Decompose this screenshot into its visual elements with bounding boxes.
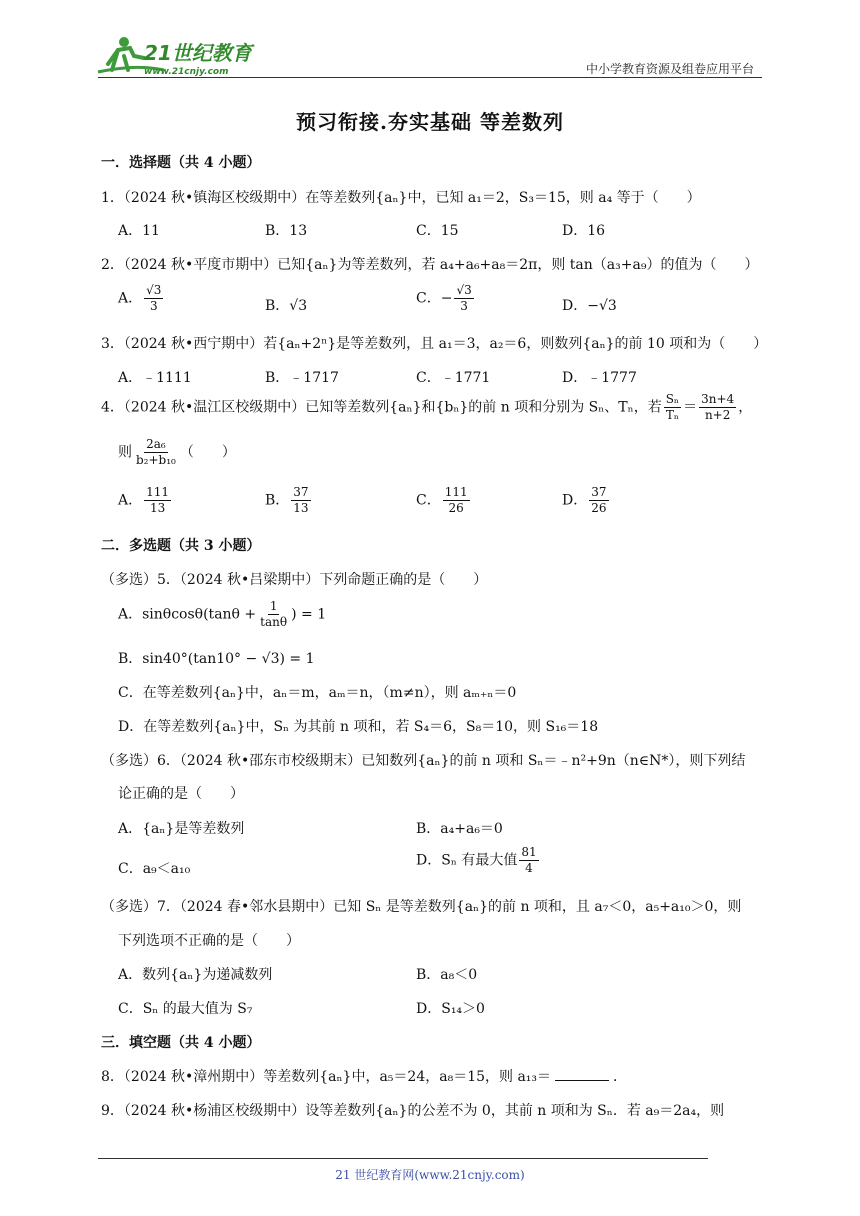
page-title: 预习衔接.夯实基础 等差数列: [296, 110, 564, 134]
q4-a-fraction: [144, 486, 171, 515]
q5-option-c[interactable]: C．在等差数列{aₙ}中，aₙ＝m，aₘ＝n，（m≠n），则 aₘ₊ₙ＝0: [118, 685, 517, 701]
q2-a-key: A．: [118, 290, 143, 307]
q7-stem-line2: 下列选项不正确的是（ ）: [118, 933, 300, 949]
q4-stem: 4．（2024 秋•温江区校级期中）已知等差数列{aₙ}和{bₙ}的前 n 项和分别为 Sₙ、Tₙ，若: [101, 399, 662, 416]
q6-option-c[interactable]: C．a₉＜a₁₀: [118, 861, 191, 877]
q7-option-b[interactable]: B．a₈＜0: [416, 967, 478, 983]
q1-option-a[interactable]: A．11: [118, 223, 160, 239]
q1-stem: 1．（2024 秋•镇海区校级期中）在等差数列{aₙ}中，已知 a₁＝2，S₃＝15，则 a₄ 等于（ ）: [101, 190, 701, 206]
q6-d-fraction: [519, 846, 538, 875]
q4-a-num: 111: [144, 486, 171, 501]
q4-b-fraction: [291, 486, 310, 515]
q2-b-key: B．: [265, 298, 290, 314]
q4-a-den: 13: [149, 501, 166, 516]
q4-option-c[interactable]: [416, 486, 472, 515]
header-divider: [98, 77, 762, 78]
q2-d-value: −√3: [587, 298, 617, 314]
q2-a-fraction: [144, 284, 163, 313]
q5-option-a[interactable]: [118, 600, 326, 629]
q8-line: [101, 1066, 627, 1086]
q6-d-num: 81: [519, 846, 538, 861]
q7-option-c[interactable]: C．Sₙ 的最大值为 S₇: [118, 1001, 253, 1017]
q2-c-sign: −: [440, 290, 453, 307]
q2-a-den: 3: [149, 299, 158, 314]
runner-logo-icon: [94, 34, 264, 78]
section-heading-fill: 三．填空题（共 4 小题）: [101, 1035, 261, 1051]
site-logo[interactable]: [94, 34, 264, 78]
q4-c-key: C．: [416, 492, 441, 509]
q3-stem: 3．（2024 秋•西宁期中）若{aₙ+2ⁿ}是等差数列，且 a₁＝3，a₂＝6，则数列{aₙ}的前 10 项和为（ ）: [101, 336, 768, 352]
section-heading-multi: 二．多选题（共 3 小题）: [101, 538, 261, 554]
q4-f2-num: 3n+4: [699, 393, 736, 408]
logo-text: 21世纪教育: [144, 41, 252, 65]
q6-stem-line2: 论正确的是（ ）: [118, 786, 244, 802]
footer-link[interactable]: 21 世纪教育网(www.21cnjy.com): [335, 1168, 525, 1182]
q3-option-a[interactable]: A．﹣1111: [118, 370, 192, 386]
q4-c-fraction: [443, 486, 470, 515]
q7-stem-line1: （多选）7．（2024 春•邻水县期中）已知 Sₙ 是等差数列{aₙ}的前 n 项和，且 a₇＜0，a₅+a₁₀＞0，则: [101, 899, 742, 915]
q4-tail: ，: [738, 399, 753, 416]
q4-d-fraction: [589, 486, 608, 515]
q8-end: ．: [613, 1069, 628, 1085]
q4-option-b[interactable]: [265, 486, 313, 515]
q5-a-num: 1: [268, 600, 280, 615]
q4-equals: ＝: [683, 399, 698, 416]
q6-option-a[interactable]: A．{aₙ}是等差数列: [118, 821, 245, 837]
q6-option-d[interactable]: [416, 846, 541, 875]
q1-option-d[interactable]: D．16: [562, 223, 606, 239]
q5-a-pre: A．sinθcosθ(tanθ +: [118, 606, 257, 623]
q2-c-den: 3: [460, 299, 468, 314]
q2-option-a[interactable]: [118, 284, 165, 313]
q4-c-num: 111: [443, 486, 470, 501]
q8-stem: 8．（2024 秋•漳州期中）等差数列{aₙ}中，a₅＝24，a₈＝15，则 a₁₃＝: [101, 1069, 552, 1085]
q1-option-b[interactable]: B．13: [265, 223, 308, 239]
q2-c-key: C．: [416, 290, 441, 307]
q2-c-fraction: [454, 284, 473, 313]
q2-option-d[interactable]: [562, 295, 617, 315]
q6-option-b[interactable]: B．a₄+a₆＝0: [416, 821, 503, 837]
q3-option-b[interactable]: B．﹣1717: [265, 370, 339, 386]
q3-option-c[interactable]: C．﹣1771: [416, 370, 491, 386]
q5-option-b[interactable]: B．sin40°(tan10° − √3) = 1: [118, 651, 315, 667]
q3-option-d[interactable]: D．﹣1777: [562, 370, 637, 386]
q4-d-den: 26: [591, 501, 607, 516]
q4-b-num: 37: [291, 486, 310, 501]
q4-option-d[interactable]: [562, 486, 611, 515]
q6-d-pre: D．Sₙ 有最大值: [416, 852, 518, 869]
q2-stem: 2．（2024 秋•平度市期中）已知{aₙ}为等差数列，若 a₄+a₆+a₈＝2π，则 tan（a₃+a₉）的值为（ ）: [101, 257, 759, 273]
logo-url: www.21cnjy.com: [144, 67, 229, 77]
q2-option-c[interactable]: [416, 284, 476, 313]
section-heading-choice: 一．选择题（共 4 小题）: [101, 155, 261, 171]
q4-f1-num: Sₙ: [664, 393, 681, 408]
q2-a-num: √3: [144, 284, 163, 299]
q4-d-num: 37: [589, 486, 608, 501]
q6-stem-line1: （多选）6．（2024 秋•邵东市校级期末）已知数列{aₙ}的前 n 项和 Sₙ＝﹣n²+9n（n∈N*），则下列结: [101, 753, 746, 769]
q4-line2-pre: 则: [118, 444, 132, 461]
q4-b-den: 13: [293, 501, 309, 516]
q4-f1-den: Tₙ: [665, 408, 680, 423]
q7-option-d[interactable]: D．S₁₄＞0: [416, 1001, 485, 1017]
q6-d-den: 4: [525, 861, 533, 876]
q4-f3-den: b₂+b₁₀: [136, 453, 176, 468]
footer-divider: [98, 1158, 708, 1159]
q1-option-c[interactable]: C．15: [416, 223, 459, 239]
q7-option-a[interactable]: A．数列{aₙ}为递减数列: [118, 967, 273, 983]
q2-d-key: D．: [562, 298, 588, 314]
q4-target-fraction: [134, 438, 178, 467]
q4-a-key: A．: [118, 492, 143, 509]
q2-b-value: √3: [289, 298, 308, 314]
platform-name: 中小学教育资源及组卷应用平台: [585, 62, 754, 76]
q4-stem-line1: [101, 393, 752, 422]
q4-line2-post: （ ）: [179, 444, 236, 461]
q4-stem-line2: [118, 438, 236, 467]
q5-a-post: ) = 1: [291, 606, 327, 623]
q5-a-fraction: [258, 600, 289, 629]
q4-f2-den: n+2: [704, 408, 731, 423]
q4-d-key: D．: [562, 492, 588, 509]
q2-c-num: √3: [454, 284, 473, 299]
q2-option-b[interactable]: [265, 295, 307, 315]
q4-option-a[interactable]: [118, 486, 173, 515]
q9-stem: 9．（2024 秋•杨浦区校级期中）设等差数列{aₙ}的公差不为 0，其前 n 项和为 Sₙ．若 a₉＝2a₄，则: [101, 1103, 725, 1119]
q8-answer-blank[interactable]: [555, 1068, 609, 1081]
q4-c-den: 26: [448, 501, 464, 516]
q5-stem: （多选）5．（2024 秋•吕梁期中）下列命题正确的是（ ）: [101, 572, 488, 588]
q4-f3-num: 2a₆: [144, 438, 168, 453]
q4-b-key: B．: [265, 492, 290, 509]
q4-expression-fraction: [699, 393, 736, 422]
q5-a-den: tanθ: [260, 615, 288, 630]
q5-option-d[interactable]: D．在等差数列{aₙ}中，Sₙ 为其前 n 项和，若 S₄＝6，S₈＝10，则 S₁₆＝18: [118, 719, 599, 735]
q4-ratio-fraction: [664, 393, 681, 422]
